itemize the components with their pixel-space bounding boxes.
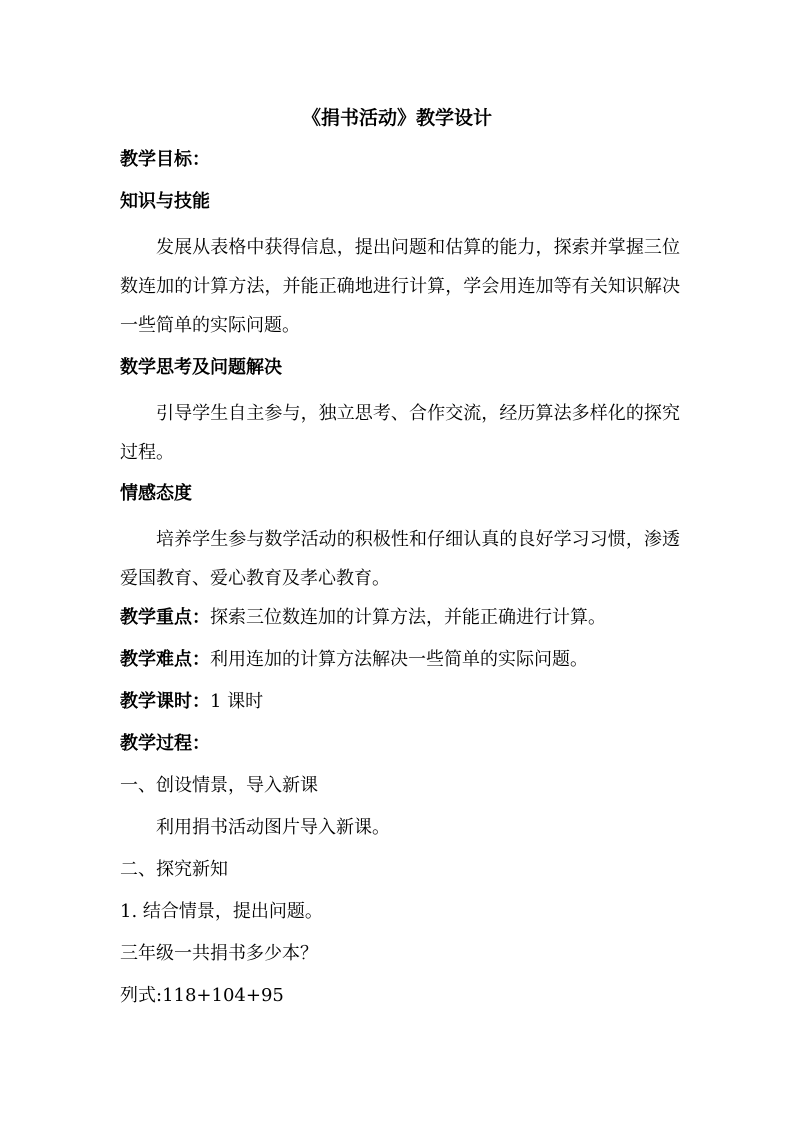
knowledge-paragraph: 发展从表格中获得信息，提出问题和估算的能力，探索并掌握三位数连加的计算方法，并能正确地进行计算，学会用连加等有关知识解决一些简单的实际问题。 [120, 237, 680, 336]
thinking-heading: 数学思考及问题解决 [120, 357, 282, 378]
step1-text: 利用捐书活动图片导入新课。 [156, 817, 390, 838]
step2-item1: 1. 结合情景，提出问题。 [120, 901, 323, 922]
step2-formula: 列式:118+104+95 [120, 985, 284, 1006]
class-hours [120, 690, 263, 714]
difficult-point-label: 教学难点： [120, 649, 210, 670]
emotion-heading: 情感态度 [120, 483, 192, 504]
step1-heading: 一、创设情景，导入新课 [120, 775, 318, 796]
class-hours-text: 1 课时 [210, 691, 264, 712]
difficult-point-text: 利用连加的计算方法解决一些简单的实际问题。 [210, 649, 588, 670]
goals-heading: 教学目标： [120, 149, 210, 170]
emotion-paragraph: 培养学生参与数学活动的积极性和仔细认真的良好学习习惯，渗透爱国教育、爱心教育及孝心教育。 [120, 529, 680, 589]
thinking-paragraph: 引导学生自主参与，独立思考、合作交流，经历算法多样化的探究过程。 [120, 403, 680, 463]
step2-question: 三年级一共捐书多少本？ [120, 943, 318, 964]
process-heading: 教学过程： [120, 733, 210, 754]
key-point-label: 教学重点： [120, 607, 210, 628]
page-title: 《捐书活动》教学设计 [301, 107, 492, 129]
difficult-point [120, 648, 588, 672]
knowledge-heading: 知识与技能 [120, 191, 210, 212]
key-point-text: 探索三位数连加的计算方法，并能正确进行计算。 [210, 607, 606, 628]
class-hours-label: 教学课时： [120, 691, 210, 712]
step2-heading: 二、探究新知 [120, 859, 228, 880]
key-point [120, 606, 606, 630]
